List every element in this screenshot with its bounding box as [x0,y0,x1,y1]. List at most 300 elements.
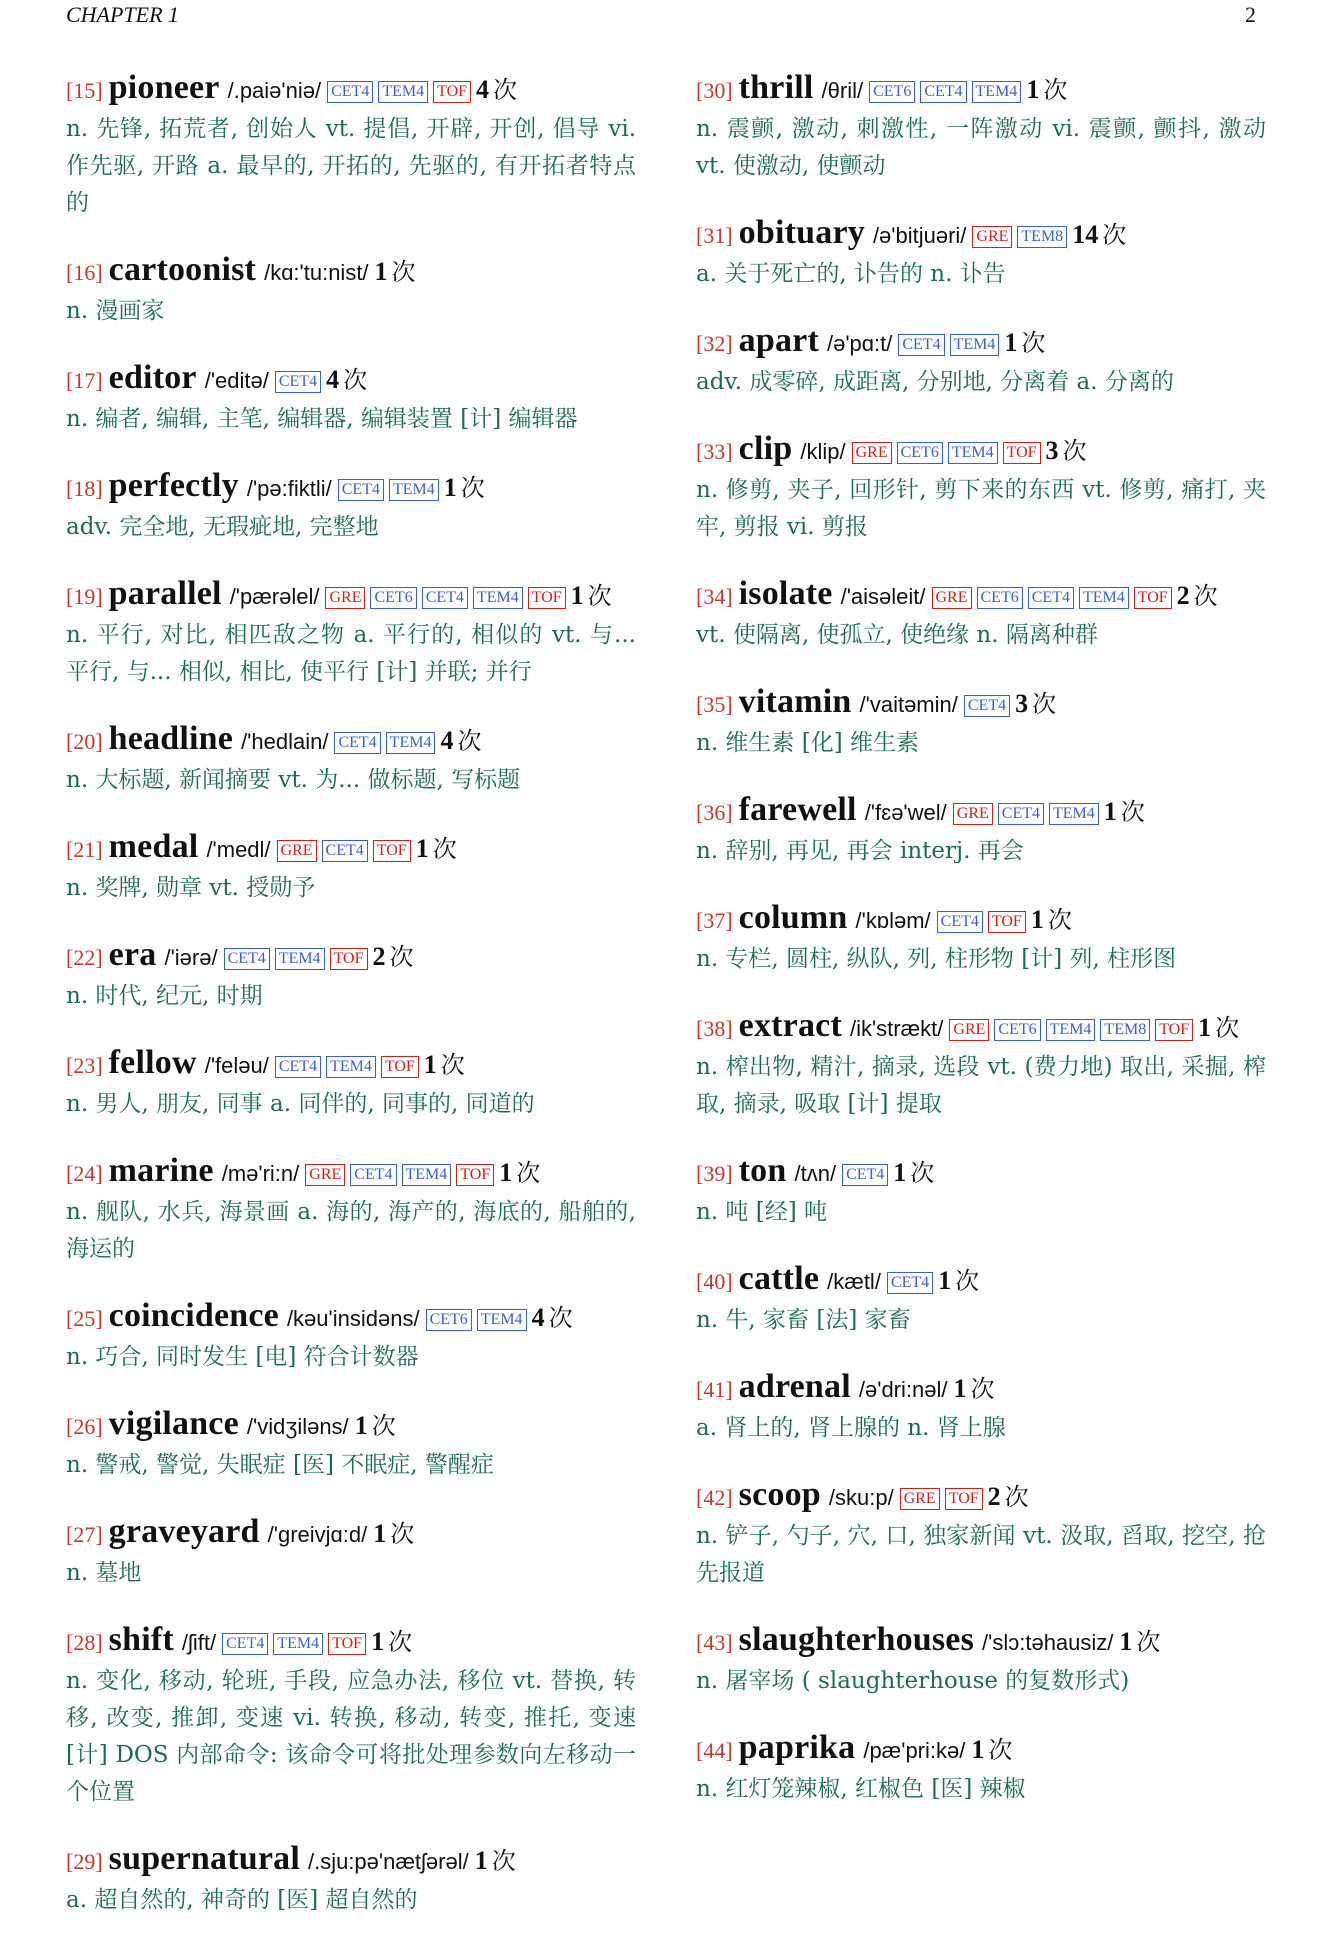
frequency-number: 1 [415,834,429,863]
entry-number: [16] [66,260,103,285]
word-entry [696,323,1266,401]
right-column [696,70,1266,1949]
frequency-number: 1 [1103,797,1117,826]
frequency-count: 1 次 [1198,1013,1240,1042]
exam-tag-cet6: CET6 [370,587,416,609]
phonetic: /.sju:pə'nætʃərəl/ [307,1849,469,1874]
entry-number: [28] [66,1630,103,1655]
entry-number: [42] [696,1485,733,1510]
headword: scoop [738,1476,821,1513]
entry-number: [37] [696,908,733,933]
headword: era [108,936,157,973]
word-entry [66,937,636,1015]
headword: parallel [108,575,222,612]
headword: graveyard [108,1513,260,1550]
definition: n. 男人, 朋友, 同事 a. 同伴的, 同事的, 同道的 [66,1091,535,1117]
frequency-number: 1 [953,1374,967,1403]
word-entry [696,1261,1266,1339]
entry-number: [35] [696,692,733,717]
entry-headline [696,323,1266,362]
frequency-count: 3 次 [1015,689,1057,718]
exam-tag-tem4: TEM4 [402,1164,452,1186]
exam-tag-tof: TOF [381,1056,419,1078]
headword: vitamin [738,683,852,720]
headword: obituary [738,214,865,251]
entry-headline [696,215,1266,254]
entry-headline [66,1514,636,1553]
exam-tag-tem4: TEM4 [950,334,1000,356]
definition: n. 奖牌, 勋章 vt. 授勋予 [66,875,316,901]
word-entry [696,1369,1266,1447]
exam-tag-tem8: TEM8 [1017,226,1067,248]
frequency-count: 1 次 [374,257,416,286]
frequency-count: 2 次 [1176,581,1218,610]
entry-number: [31] [696,223,733,248]
headword: column [738,899,848,936]
phonetic: /pæ'pri:kə/ [863,1738,966,1763]
page-number: 2 [1245,2,1256,27]
frequency-count: 1 次 [354,1411,396,1440]
definition: a. 关于死亡的, 讣告的 n. 讣告 [696,261,1006,287]
definition: n. 大标题, 新闻摘要 vt. 为... 做标题, 写标题 [66,767,521,793]
word-entry [66,360,636,438]
frequency-number: 1 [443,473,457,502]
entry-number: [38] [696,1016,733,1041]
entry-number: [44] [696,1738,733,1763]
phonetic: /'kɒləm/ [855,908,931,933]
exam-tag-tem4: TEM4 [378,81,428,103]
exam-tag-cet4: CET4 [920,81,966,103]
frequency-count: 2 次 [987,1482,1029,1511]
headword: farewell [738,791,857,828]
entry-headline [696,1008,1266,1047]
entry-number: [27] [66,1522,103,1547]
entry-number: [18] [66,476,103,501]
exam-tag-tem8: TEM8 [1100,1019,1150,1041]
exam-tag-tem4: TEM4 [389,479,439,501]
exam-tag-gre: GRE [900,1488,940,1510]
exam-tag-tem4: TEM4 [273,1633,323,1655]
headword: ton [738,1152,787,1189]
frequency-number: 1 [570,581,584,610]
exam-tag-cet4: CET4 [334,732,380,754]
headword: apart [738,322,819,359]
exam-tag-cet4: CET4 [350,1164,396,1186]
phonetic: /ə'dri:nəl/ [858,1377,948,1402]
entry-headline [696,1730,1266,1769]
exam-tag-cet4: CET4 [275,371,321,393]
frequency-count: 1 次 [499,1158,541,1187]
frequency-number: 14 [1072,220,1099,249]
frequency-count: 1 次 [570,581,612,610]
definition: a. 肾上的, 肾上腺的 n. 肾上腺 [696,1415,1006,1441]
definition: vt. 使隔离, 使孤立, 使绝缘 n. 隔离种群 [696,622,1098,648]
chapter-title: CHAPTER 1 [66,2,180,27]
frequency-number: 3 [1045,436,1059,465]
exam-tag-cet4: CET4 [964,695,1010,717]
frequency-count: 4 次 [531,1303,573,1332]
entry-headline [696,70,1266,109]
word-entry [696,1153,1266,1231]
frequency-number: 2 [372,942,386,971]
definition: n. 漫画家 [66,298,165,324]
phonetic: /ə'bitjuəri/ [872,223,967,248]
exam-tag-tof: TOF [1155,1019,1193,1041]
headword: fellow [108,1044,197,1081]
headword: marine [108,1152,214,1189]
frequency-number: 1 [374,257,388,286]
entry-headline [66,721,636,760]
frequency-number: 1 [1119,1627,1133,1656]
definition: n. 铲子, 勺子, 穴, 口, 独家新闻 vt. 汲取, 舀取, 挖空, 抢先报道 [696,1523,1266,1586]
frequency-count: 1 次 [1103,797,1145,826]
definition: n. 专栏, 圆柱, 纵队, 列, 柱形物 [计] 列, 柱形图 [696,946,1177,972]
word-entry [696,215,1266,293]
phonetic: /'greivjɑ:d/ [267,1522,368,1547]
entry-headline [66,252,636,291]
entry-headline [66,829,636,868]
exam-tag-tem4: TEM4 [326,1056,376,1078]
headword: shift [108,1621,174,1658]
entry-number: [21] [66,837,103,862]
word-entry [66,721,636,799]
definition: n. 舰队, 水兵, 海景画 a. 海的, 海产的, 海底的, 船舶的, 海运的 [66,1199,636,1262]
headword: perfectly [108,467,239,504]
entry-number: [41] [696,1377,733,1402]
word-entry [696,684,1266,762]
phonetic: /'aisəleit/ [840,584,926,609]
entry-number: [19] [66,584,103,609]
phonetic: /ə'pɑ:t/ [826,331,893,356]
definition: adv. 完全地, 无瑕疵地, 完整地 [66,514,379,540]
exam-tag-cet6: CET6 [977,587,1023,609]
exam-tag-tem4: TEM4 [275,948,325,970]
frequency-number: 1 [1026,75,1040,104]
exam-tag-tof: TOF [330,948,368,970]
entry-headline [66,360,636,399]
word-entry [696,1622,1266,1700]
exam-tag-cet6: CET6 [897,442,943,464]
headword: slaughterhouses [738,1621,975,1658]
frequency-count: 1 次 [893,1158,935,1187]
definition: n. 牛, 家畜 [法] 家畜 [696,1307,911,1333]
definition: n. 巧合, 同时发生 [电] 符合计数器 [66,1344,419,1370]
entry-number: [24] [66,1161,103,1186]
headword: editor [108,359,197,396]
entry-headline [696,792,1266,831]
frequency-count: 1 次 [1030,905,1072,934]
frequency-count: 1 次 [938,1266,980,1295]
exam-tag-tof: TOF [945,1488,983,1510]
exam-tag-cet4: CET4 [338,479,384,501]
exam-tag-gre: GRE [325,587,365,609]
entry-number: [29] [66,1849,103,1874]
exam-tag-cet4: CET4 [327,81,373,103]
headword: headline [108,720,234,757]
exam-tag-gre: GRE [932,587,972,609]
exam-tag-tof: TOF [528,587,566,609]
phonetic: /ʃift/ [181,1630,217,1655]
word-entry [66,1406,636,1484]
definition: n. 先锋, 拓荒者, 创始人 vt. 提倡, 开辟, 开创, 倡导 vi. 作先驱, 开路 a. 最早的, 开拓的, 先驱的, 有开拓者特点的 [66,116,636,216]
exam-tag-tof: TOF [988,911,1026,933]
frequency-count: 4 次 [440,726,482,755]
exam-tag-tem4: TEM4 [386,732,436,754]
definition: n. 榨出物, 精汁, 摘录, 选段 vt. (费力地) 取出, 采掘, 榨取, 摘录, 吸取 [计] 提取 [696,1054,1266,1117]
frequency-number: 4 [531,1303,545,1332]
headword: vigilance [108,1405,239,1442]
word-entry [66,576,636,691]
entry-number: [30] [696,78,733,103]
frequency-number: 4 [476,75,490,104]
phonetic: /'editə/ [204,368,269,393]
entry-number: [34] [696,584,733,609]
exam-tag-cet4: CET4 [842,1164,888,1186]
phonetic: /'pə:fiktli/ [246,476,332,501]
entry-headline [696,1369,1266,1408]
page-header [66,0,1256,30]
headword: supernatural [108,1840,300,1877]
frequency-number: 4 [440,726,454,755]
headword: clip [738,430,793,467]
frequency-number: 1 [938,1266,952,1295]
word-entry [696,900,1266,978]
entry-headline [696,431,1266,470]
phonetic: /'vidʒiləns/ [246,1414,349,1439]
entry-number: [40] [696,1269,733,1294]
frequency-count: 1 次 [415,834,457,863]
entry-headline [696,900,1266,939]
phonetic: /θril/ [821,78,864,103]
word-entry [696,1477,1266,1592]
entry-number: [32] [696,331,733,356]
definition: n. 变化, 移动, 轮班, 手段, 应急办法, 移位 vt. 替换, 转移, 改变, 推卸, 变速 vi. 转换, 移动, 转变, 推托, 变速 [计] DOS 内部命令: 该命令可将批处理参数向左移动一个位置 [66,1668,636,1805]
left-column [66,70,636,1949]
frequency-count: 1 次 [1026,75,1068,104]
entry-number: [15] [66,78,103,103]
phonetic: /'fɛə'wel/ [864,800,947,825]
phonetic: /tʌn/ [794,1161,837,1186]
exam-tag-tof: TOF [456,1164,494,1186]
headword: cartoonist [108,251,257,288]
exam-tag-tem4: TEM4 [948,442,998,464]
word-entry [66,252,636,330]
exam-tag-cet4: CET4 [222,1633,268,1655]
phonetic: /ik'strækt/ [849,1016,944,1041]
frequency-count: 2 次 [372,942,414,971]
exam-tag-cet4: CET4 [322,840,368,862]
entry-number: [33] [696,439,733,464]
frequency-number: 3 [1015,689,1029,718]
frequency-number: 4 [326,365,340,394]
exam-tag-cet6: CET6 [994,1019,1040,1041]
frequency-number: 1 [1198,1013,1212,1042]
frequency-number: 1 [499,1158,513,1187]
frequency-number: 1 [1030,905,1044,934]
word-entry [66,1622,636,1811]
headword: paprika [738,1729,856,1766]
frequency-count: 4 次 [326,365,368,394]
definition: n. 时代, 纪元, 时期 [66,983,263,1009]
exam-tag-cet4: CET4 [898,334,944,356]
definition: n. 吨 [经] 吨 [696,1199,828,1225]
frequency-count: 1 次 [474,1846,516,1875]
phonetic: /'hedlain/ [241,729,329,754]
entry-headline [66,1045,636,1084]
word-entry [66,1841,636,1919]
entry-headline [66,1298,636,1337]
entry-headline [696,1622,1266,1661]
frequency-count: 1 次 [953,1374,995,1403]
frequency-number: 1 [893,1158,907,1187]
entry-number: [43] [696,1630,733,1655]
entry-headline [66,1622,636,1661]
entry-headline [696,1261,1266,1300]
frequency-count: 1 次 [971,1735,1013,1764]
definition: n. 平行, 对比, 相匹敌之物 a. 平行的, 相似的 vt. 与... 平行, 与... 相似, 相比, 使平行 [计] 并联; 并行 [66,622,636,685]
exam-tag-cet4: CET4 [422,587,468,609]
definition: n. 维生素 [化] 维生素 [696,730,920,756]
exam-tag-tof: TOF [328,1633,366,1655]
exam-tag-gre: GRE [852,442,892,464]
definition: n. 墓地 [66,1560,142,1586]
exam-tag-cet4: CET4 [937,911,983,933]
exam-tag-tof: TOF [1003,442,1041,464]
phonetic: /sku:p/ [828,1485,894,1510]
word-entry [66,70,636,222]
entry-number: [39] [696,1161,733,1186]
frequency-count: 1 次 [371,1627,413,1656]
frequency-number: 2 [1176,581,1190,610]
frequency-number: 2 [987,1482,1001,1511]
headword: coincidence [108,1297,279,1334]
frequency-count: 4 次 [476,75,518,104]
exam-tag-tof: TOF [1134,587,1172,609]
word-entry [66,468,636,546]
definition: n. 编者, 编辑, 主笔, 编辑器, 编辑装置 [计] 编辑器 [66,406,578,432]
frequency-count: 1 次 [1004,328,1046,357]
headword: isolate [738,575,833,612]
exam-tag-gre: GRE [972,226,1012,248]
phonetic: /.paiə'niə/ [227,78,322,103]
entry-headline [66,937,636,976]
definition: n. 警戒, 警觉, 失眠症 [医] 不眠症, 警醒症 [66,1452,494,1478]
entry-columns [66,70,1266,1949]
phonetic: /kætl/ [827,1269,881,1294]
definition: adv. 成零碎, 成距离, 分别地, 分离着 a. 分离的 [696,369,1174,395]
entry-number: [36] [696,800,733,825]
word-entry [696,431,1266,546]
exam-tag-tof: TOF [373,840,411,862]
entry-number: [23] [66,1053,103,1078]
entry-number: [20] [66,729,103,754]
entry-headline [696,1153,1266,1192]
frequency-number: 1 [971,1735,985,1764]
phonetic: /mə'ri:n/ [221,1161,300,1186]
word-entry [66,829,636,907]
word-entry [66,1045,636,1123]
headword: medal [108,828,199,865]
entry-headline [696,1477,1266,1516]
exam-tag-cet4: CET4 [224,948,270,970]
word-entry [66,1153,636,1268]
definition: n. 辞别, 再见, 再会 interj. 再会 [696,838,1024,864]
exam-tag-tem4: TEM4 [1049,803,1099,825]
entry-number: [26] [66,1414,103,1439]
exam-tag-tem4: TEM4 [972,81,1022,103]
exam-tag-tem4: TEM4 [1046,1019,1096,1041]
phonetic: /kəu'insidəns/ [286,1306,420,1331]
frequency-count: 14 次 [1072,220,1127,249]
headword: thrill [738,69,814,106]
exam-tag-gre: GRE [277,840,317,862]
exam-tag-cet4: CET4 [998,803,1044,825]
entry-headline [66,468,636,507]
word-entry [66,1298,636,1376]
exam-tag-cet6: CET6 [426,1309,472,1331]
frequency-number: 1 [1004,328,1018,357]
frequency-count: 1 次 [1119,1627,1161,1656]
phonetic: /klip/ [800,439,846,464]
word-entry [696,1730,1266,1808]
frequency-count: 1 次 [373,1519,415,1548]
exam-tag-tem4: TEM4 [1079,587,1129,609]
entry-number: [17] [66,368,103,393]
entry-headline [66,576,636,615]
entry-number: [25] [66,1306,103,1331]
exam-tag-gre: GRE [305,1164,345,1186]
frequency-number: 1 [474,1846,488,1875]
frequency-count: 1 次 [443,473,485,502]
exam-tag-tem4: TEM4 [477,1309,527,1331]
phonetic: /'feləu/ [204,1053,269,1078]
frequency-count: 3 次 [1045,436,1087,465]
exam-tag-gre: GRE [953,803,993,825]
frequency-number: 1 [354,1411,368,1440]
entry-headline [66,1841,636,1880]
exam-tag-cet4: CET4 [275,1056,321,1078]
frequency-count: 1 次 [423,1050,465,1079]
headword: adrenal [738,1368,851,1405]
phonetic: /kɑ:'tu:nist/ [264,260,369,285]
entry-headline [696,576,1266,615]
word-entry [696,70,1266,185]
phonetic: /'pærəlel/ [229,584,320,609]
exam-tag-tem4: TEM4 [473,587,523,609]
entry-number: [22] [66,945,103,970]
definition: a. 超自然的, 神奇的 [医] 超自然的 [66,1887,418,1913]
headword: cattle [738,1260,820,1297]
definition: n. 修剪, 夹子, 回形针, 剪下来的东西 vt. 修剪, 痛打, 夹牢, 剪报 vi. 剪报 [696,477,1266,540]
frequency-number: 1 [373,1519,387,1548]
word-entry [696,1008,1266,1123]
entry-headline [66,70,636,109]
frequency-number: 1 [371,1627,385,1656]
headword: extract [738,1007,842,1044]
exam-tag-cet4: CET4 [1028,587,1074,609]
phonetic: /'medl/ [206,837,271,862]
exam-tag-cet6: CET6 [869,81,915,103]
word-entry [66,1514,636,1592]
exam-tag-tof: TOF [433,81,471,103]
phonetic: /'slɔ:təhausiz/ [982,1630,1114,1655]
entry-headline [696,684,1266,723]
exam-tag-cet4: CET4 [887,1272,933,1294]
definition: n. 红灯笼辣椒, 红椒色 [医] 辣椒 [696,1776,1026,1802]
word-entry [696,576,1266,654]
definition: n. 震颤, 激动, 刺激性, 一阵激动 vi. 震颤, 颤抖, 激动 vt. 使激动, 使颤动 [696,116,1266,179]
phonetic: /'vaitəmin/ [859,692,958,717]
